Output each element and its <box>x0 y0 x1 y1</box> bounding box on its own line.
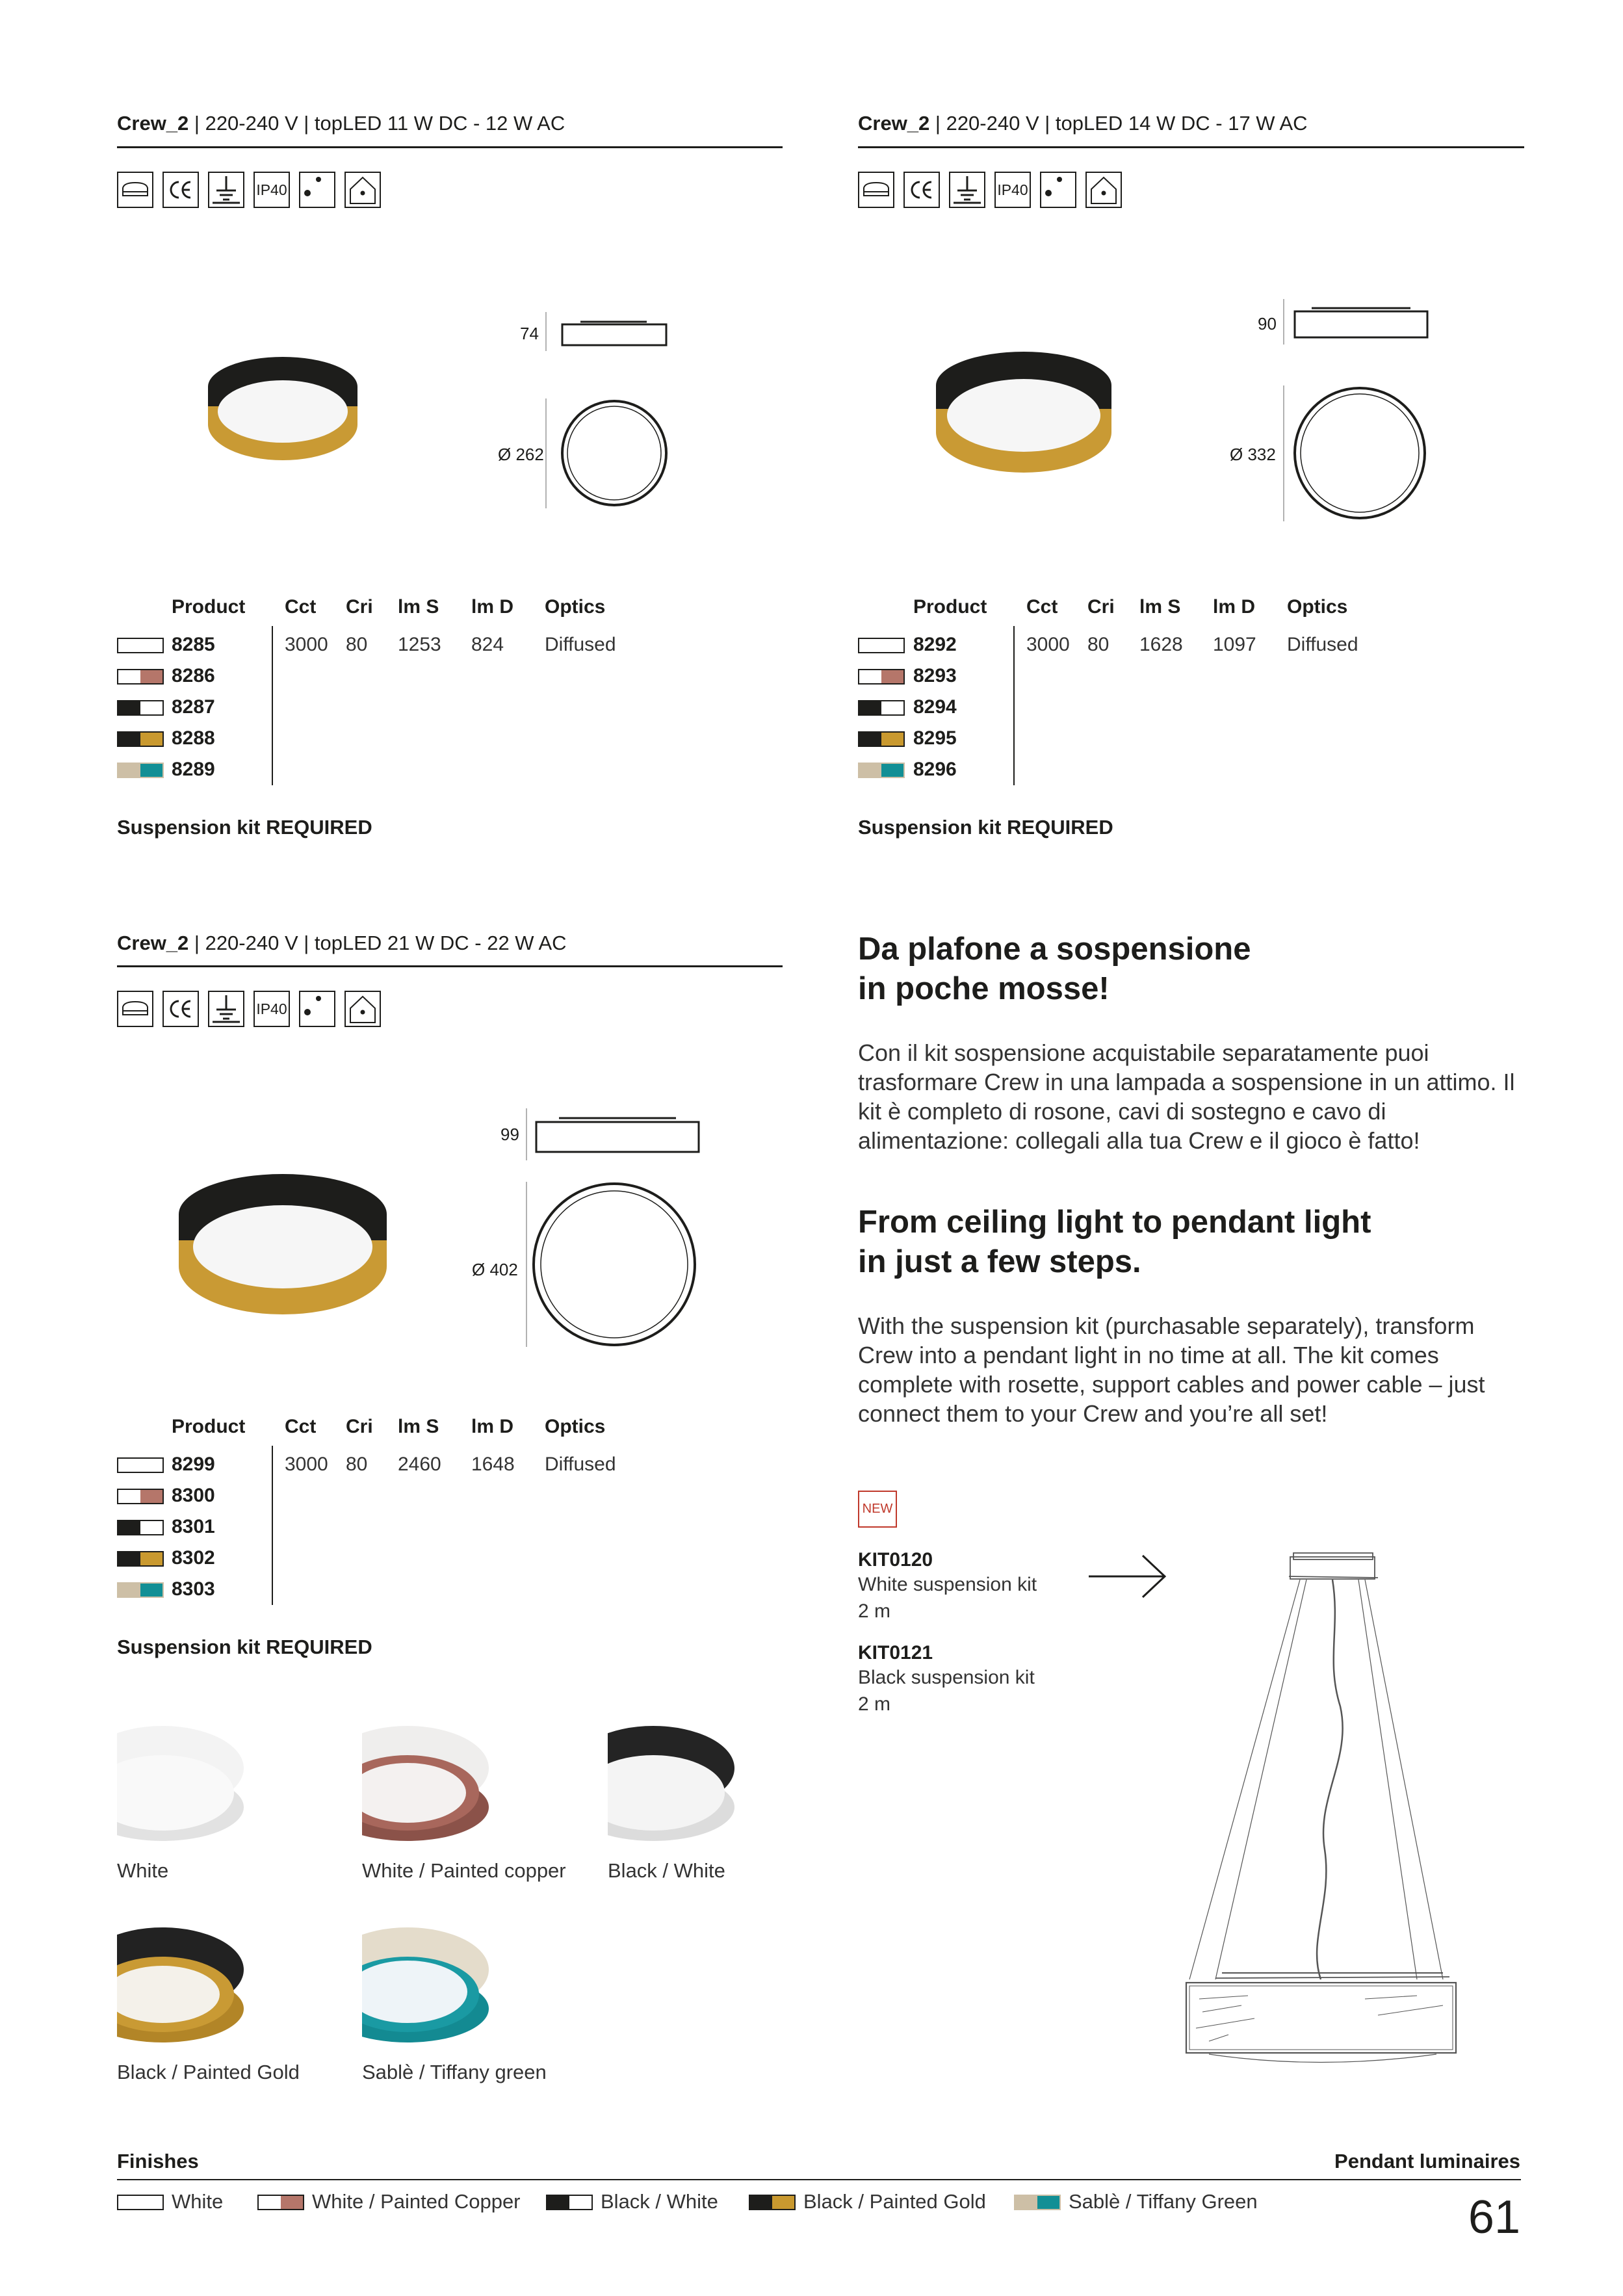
finish-label: Black / Painted Gold <box>117 2061 300 2083</box>
product-name: Crew_2 <box>117 932 189 954</box>
earth-ground-icon <box>949 172 985 208</box>
swatch-color <box>140 1521 162 1534</box>
promo-text-it: Con il kit sospensione acquistabile separatamente puoi trasformare Crew in una lampada a sospensione in un attimo. Il kit è completo di rosone, cavi di sostegno e cavo di alimentazione: collegali alla tua Crew e il gioco è fatto! <box>858 1039 1515 1154</box>
column-header: Cri <box>346 1416 373 1437</box>
arrow-right-icon <box>1085 1550 1170 1602</box>
side-view-drawing <box>543 309 673 354</box>
product-header <box>117 932 567 955</box>
swatch-color <box>118 639 140 652</box>
column-header: lm D <box>471 1416 514 1437</box>
cct-value: 3000 <box>285 634 328 655</box>
kit-item <box>858 1549 1118 1624</box>
swatch-color <box>859 639 881 652</box>
promo-title-en-line2: in just a few steps. <box>858 1244 1141 1279</box>
swatch-color <box>881 733 903 746</box>
indoor-house-icon <box>344 991 381 1027</box>
height-label: 90 <box>1258 314 1277 333</box>
suspension-note: Suspension kit REQUIRED <box>117 816 372 839</box>
indoor-house-icon <box>344 172 381 208</box>
swatch-color <box>547 2196 569 2209</box>
product-header <box>117 112 565 135</box>
swatch-color <box>140 1490 162 1503</box>
swatch-color <box>1015 2196 1037 2209</box>
swatch-black-gold <box>117 1551 164 1567</box>
product-spec: | 220-240 V | topLED 21 W DC - 22 W AC <box>188 932 567 954</box>
legend-label: Sablè / Tiffany Green <box>1069 2190 1258 2213</box>
legend-label: Black / White <box>601 2190 718 2213</box>
swatch-black-gold <box>858 731 905 747</box>
product-code: 8288 <box>172 727 215 749</box>
column-header: Cri <box>1087 596 1115 618</box>
column-header: lm S <box>398 596 439 618</box>
optics-value: Diffused <box>545 1454 616 1475</box>
swatch-color <box>259 2196 281 2209</box>
product-code: 8294 <box>913 696 957 718</box>
product-code: 8293 <box>913 665 957 686</box>
swatch-color <box>118 2196 140 2209</box>
product-header <box>858 112 1308 135</box>
header-rule <box>117 965 783 967</box>
pendant-sketch <box>1170 1550 1482 2090</box>
cri-value: 80 <box>1087 634 1110 655</box>
suspension-note: Suspension kit REQUIRED <box>858 816 1113 839</box>
swatch-white <box>117 1457 164 1473</box>
product-spec: | 220-240 V | topLED 11 W DC - 12 W AC <box>188 112 565 135</box>
diameter-label: Ø 402 <box>472 1260 518 1279</box>
ip40-icon: IP40 <box>994 172 1031 208</box>
swatch-color <box>859 764 881 777</box>
swatch-color <box>140 639 162 652</box>
product-code: 8302 <box>172 1547 215 1569</box>
finish-label: Sablè / Tiffany green <box>362 2061 547 2083</box>
swatch-color <box>881 764 903 777</box>
new-badge: NEW <box>858 1491 897 1528</box>
swatch-color <box>750 2196 772 2209</box>
height-label: 99 <box>500 1125 519 1144</box>
swatch-sable-tiffany <box>117 763 164 778</box>
header-rule <box>117 146 783 148</box>
product-code: 8300 <box>172 1485 215 1506</box>
lm-d-value: 1097 <box>1213 634 1256 655</box>
product-code: 8285 <box>172 634 215 655</box>
swatch-color <box>859 670 881 683</box>
ip40-icon: IP40 <box>253 991 290 1027</box>
product-code: 8295 <box>913 727 957 749</box>
height-label: 74 <box>520 324 539 343</box>
certification-icons <box>858 172 1122 208</box>
cct-value: 3000 <box>285 1454 328 1475</box>
cri-value: 80 <box>346 634 368 655</box>
footer-rule <box>117 2179 1521 2180</box>
swatch-color <box>281 2196 303 2209</box>
top-view-drawing <box>523 1180 699 1349</box>
swatch-color <box>772 2196 794 2209</box>
swatch-color <box>118 1459 140 1472</box>
section-title: Pendant luminaires <box>1334 2150 1520 2172</box>
lm-s-value: 1253 <box>398 634 441 655</box>
column-header: Product <box>172 1416 246 1437</box>
column-header: Cri <box>346 596 373 618</box>
diameter-label: Ø 262 <box>498 445 544 464</box>
lm-d-value: 1648 <box>471 1454 515 1475</box>
product-code: 8286 <box>172 665 215 686</box>
finishes-title: Finishes <box>117 2150 199 2172</box>
column-header: Cct <box>285 1416 317 1437</box>
dimmable-dots-icon <box>299 991 335 1027</box>
finish-photo <box>608 1710 744 1849</box>
swatch-color <box>118 764 140 777</box>
kit-item <box>858 1642 1118 1717</box>
swatch-color <box>118 733 140 746</box>
diameter-label: Ø 332 <box>1230 445 1276 464</box>
product-photo <box>205 354 361 465</box>
ce-mark-icon <box>903 172 940 208</box>
swatch-color <box>140 764 162 777</box>
lm-d-value: 824 <box>471 634 504 655</box>
product-photo <box>933 348 1115 478</box>
top-view-drawing <box>1280 384 1430 523</box>
kit-length: 2 m <box>858 1600 891 1622</box>
ce-mark-icon <box>162 991 199 1027</box>
swatch-white-copper <box>858 669 905 685</box>
swatch-black-gold <box>117 731 164 747</box>
swatch-black-white <box>117 1520 164 1535</box>
promo-text-en: With the suspension kit (purchasable separately), transform Crew into a pendant light in no time at all. The kit comes complete with rosette, support cables and power cable – just connect them to your Crew and you’re all set! <box>858 1312 1485 1427</box>
ce-mark-icon <box>162 172 199 208</box>
swatch-color <box>140 701 162 714</box>
swatch-sable-tiffany <box>117 1582 164 1598</box>
optics-value: Diffused <box>545 634 616 655</box>
ceiling-mount-icon <box>117 991 153 1027</box>
column-header: Cct <box>1026 596 1058 618</box>
swatch-color <box>140 2196 162 2209</box>
dimmable-dots-icon <box>299 172 335 208</box>
swatch-color <box>140 670 162 683</box>
product-code: 8292 <box>913 634 957 655</box>
swatch-white <box>117 638 164 653</box>
column-header: Optics <box>545 1416 606 1437</box>
swatch-color <box>118 1552 140 1565</box>
swatch-color <box>881 701 903 714</box>
promo-title-en-line1: From ceiling light to pendant light <box>858 1205 1371 1240</box>
legend-label: Black / Painted Gold <box>803 2190 986 2213</box>
swatch-color <box>140 733 162 746</box>
side-view-drawing <box>1280 296 1430 348</box>
product-name: Crew_2 <box>858 112 930 135</box>
finish-photo <box>117 1710 253 1849</box>
swatch-color <box>118 701 140 714</box>
promo-title-it <box>858 930 1527 1009</box>
finish-label: Black / White <box>608 1859 725 1882</box>
swatch-color <box>118 1521 140 1534</box>
finish-label: White / Painted copper <box>362 1859 566 1882</box>
top-view-drawing <box>543 397 673 510</box>
dimmable-dots-icon <box>1040 172 1076 208</box>
swatch-white-copper <box>117 669 164 685</box>
product-code: 8303 <box>172 1578 215 1600</box>
product-code: 8301 <box>172 1516 215 1537</box>
column-header: Product <box>172 596 246 618</box>
kit-length: 2 m <box>858 1693 891 1715</box>
ip40-icon: IP40 <box>253 172 290 208</box>
finish-photo <box>362 1911 499 2051</box>
legend-swatch <box>1014 2195 1061 2210</box>
kit-description: White suspension kit <box>858 1574 1037 1595</box>
swatch-color <box>859 701 881 714</box>
suspension-note: Suspension kit REQUIRED <box>117 1636 372 1658</box>
finish-photo <box>362 1710 499 1849</box>
table-divider <box>272 1446 273 1605</box>
swatch-color <box>881 670 903 683</box>
column-header: Product <box>913 596 987 618</box>
kit-code: KIT0120 <box>858 1549 933 1571</box>
page-number: 61 <box>1468 2191 1520 2243</box>
column-header: lm D <box>1213 596 1256 618</box>
column-header: lm S <box>398 1416 439 1437</box>
cri-value: 80 <box>346 1454 368 1475</box>
swatch-color <box>569 2196 591 2209</box>
legend-swatch <box>546 2195 593 2210</box>
swatch-white-copper <box>117 1489 164 1504</box>
product-code: 8299 <box>172 1454 215 1475</box>
column-header: Optics <box>545 596 606 618</box>
indoor-house-icon <box>1085 172 1122 208</box>
product-spec: | 220-240 V | topLED 14 W DC - 17 W AC <box>929 112 1308 135</box>
promo-title-it-line1: Da plafone a sospensione <box>858 932 1251 967</box>
product-code: 8296 <box>913 759 957 780</box>
cct-value: 3000 <box>1026 634 1070 655</box>
swatch-color <box>118 670 140 683</box>
swatch-black-white <box>858 700 905 716</box>
swatch-color <box>859 733 881 746</box>
swatch-sable-tiffany <box>858 763 905 778</box>
legend-swatch <box>117 2195 164 2210</box>
swatch-color <box>140 1584 162 1597</box>
legend-swatch <box>257 2195 304 2210</box>
swatch-color <box>140 1459 162 1472</box>
kit-description: Black suspension kit <box>858 1667 1035 1688</box>
kit-code: KIT0121 <box>858 1642 933 1663</box>
column-header: Optics <box>1287 596 1348 618</box>
swatch-color <box>1037 2196 1059 2209</box>
earth-ground-icon <box>208 172 244 208</box>
header-rule <box>858 146 1524 148</box>
promo-title-en <box>858 1203 1527 1282</box>
swatch-color <box>118 1584 140 1597</box>
column-header: lm S <box>1139 596 1181 618</box>
legend-swatch <box>749 2195 796 2210</box>
swatch-color <box>881 639 903 652</box>
product-code: 8289 <box>172 759 215 780</box>
earth-ground-icon <box>208 991 244 1027</box>
swatch-black-white <box>117 700 164 716</box>
column-header: Cct <box>285 596 317 618</box>
certification-icons <box>117 991 381 1027</box>
product-photo <box>175 1170 390 1320</box>
finish-photo <box>117 1911 253 2051</box>
certification-icons <box>117 172 381 208</box>
table-divider <box>1013 626 1015 785</box>
lm-s-value: 1628 <box>1139 634 1183 655</box>
optics-value: Diffused <box>1287 634 1358 655</box>
ceiling-mount-icon <box>117 172 153 208</box>
lm-s-value: 2460 <box>398 1454 441 1475</box>
swatch-white <box>858 638 905 653</box>
finish-label: White <box>117 1859 169 1882</box>
column-header: lm D <box>471 596 514 618</box>
side-view-drawing <box>523 1105 705 1164</box>
table-divider <box>272 626 273 785</box>
legend-label: White / Painted Copper <box>312 2190 521 2213</box>
product-code: 8287 <box>172 696 215 718</box>
swatch-color <box>118 1490 140 1503</box>
product-name: Crew_2 <box>117 112 189 135</box>
swatch-color <box>140 1552 162 1565</box>
promo-title-it-line2: in poche mosse! <box>858 971 1110 1006</box>
ceiling-mount-icon <box>858 172 894 208</box>
legend-label: White <box>172 2190 224 2213</box>
